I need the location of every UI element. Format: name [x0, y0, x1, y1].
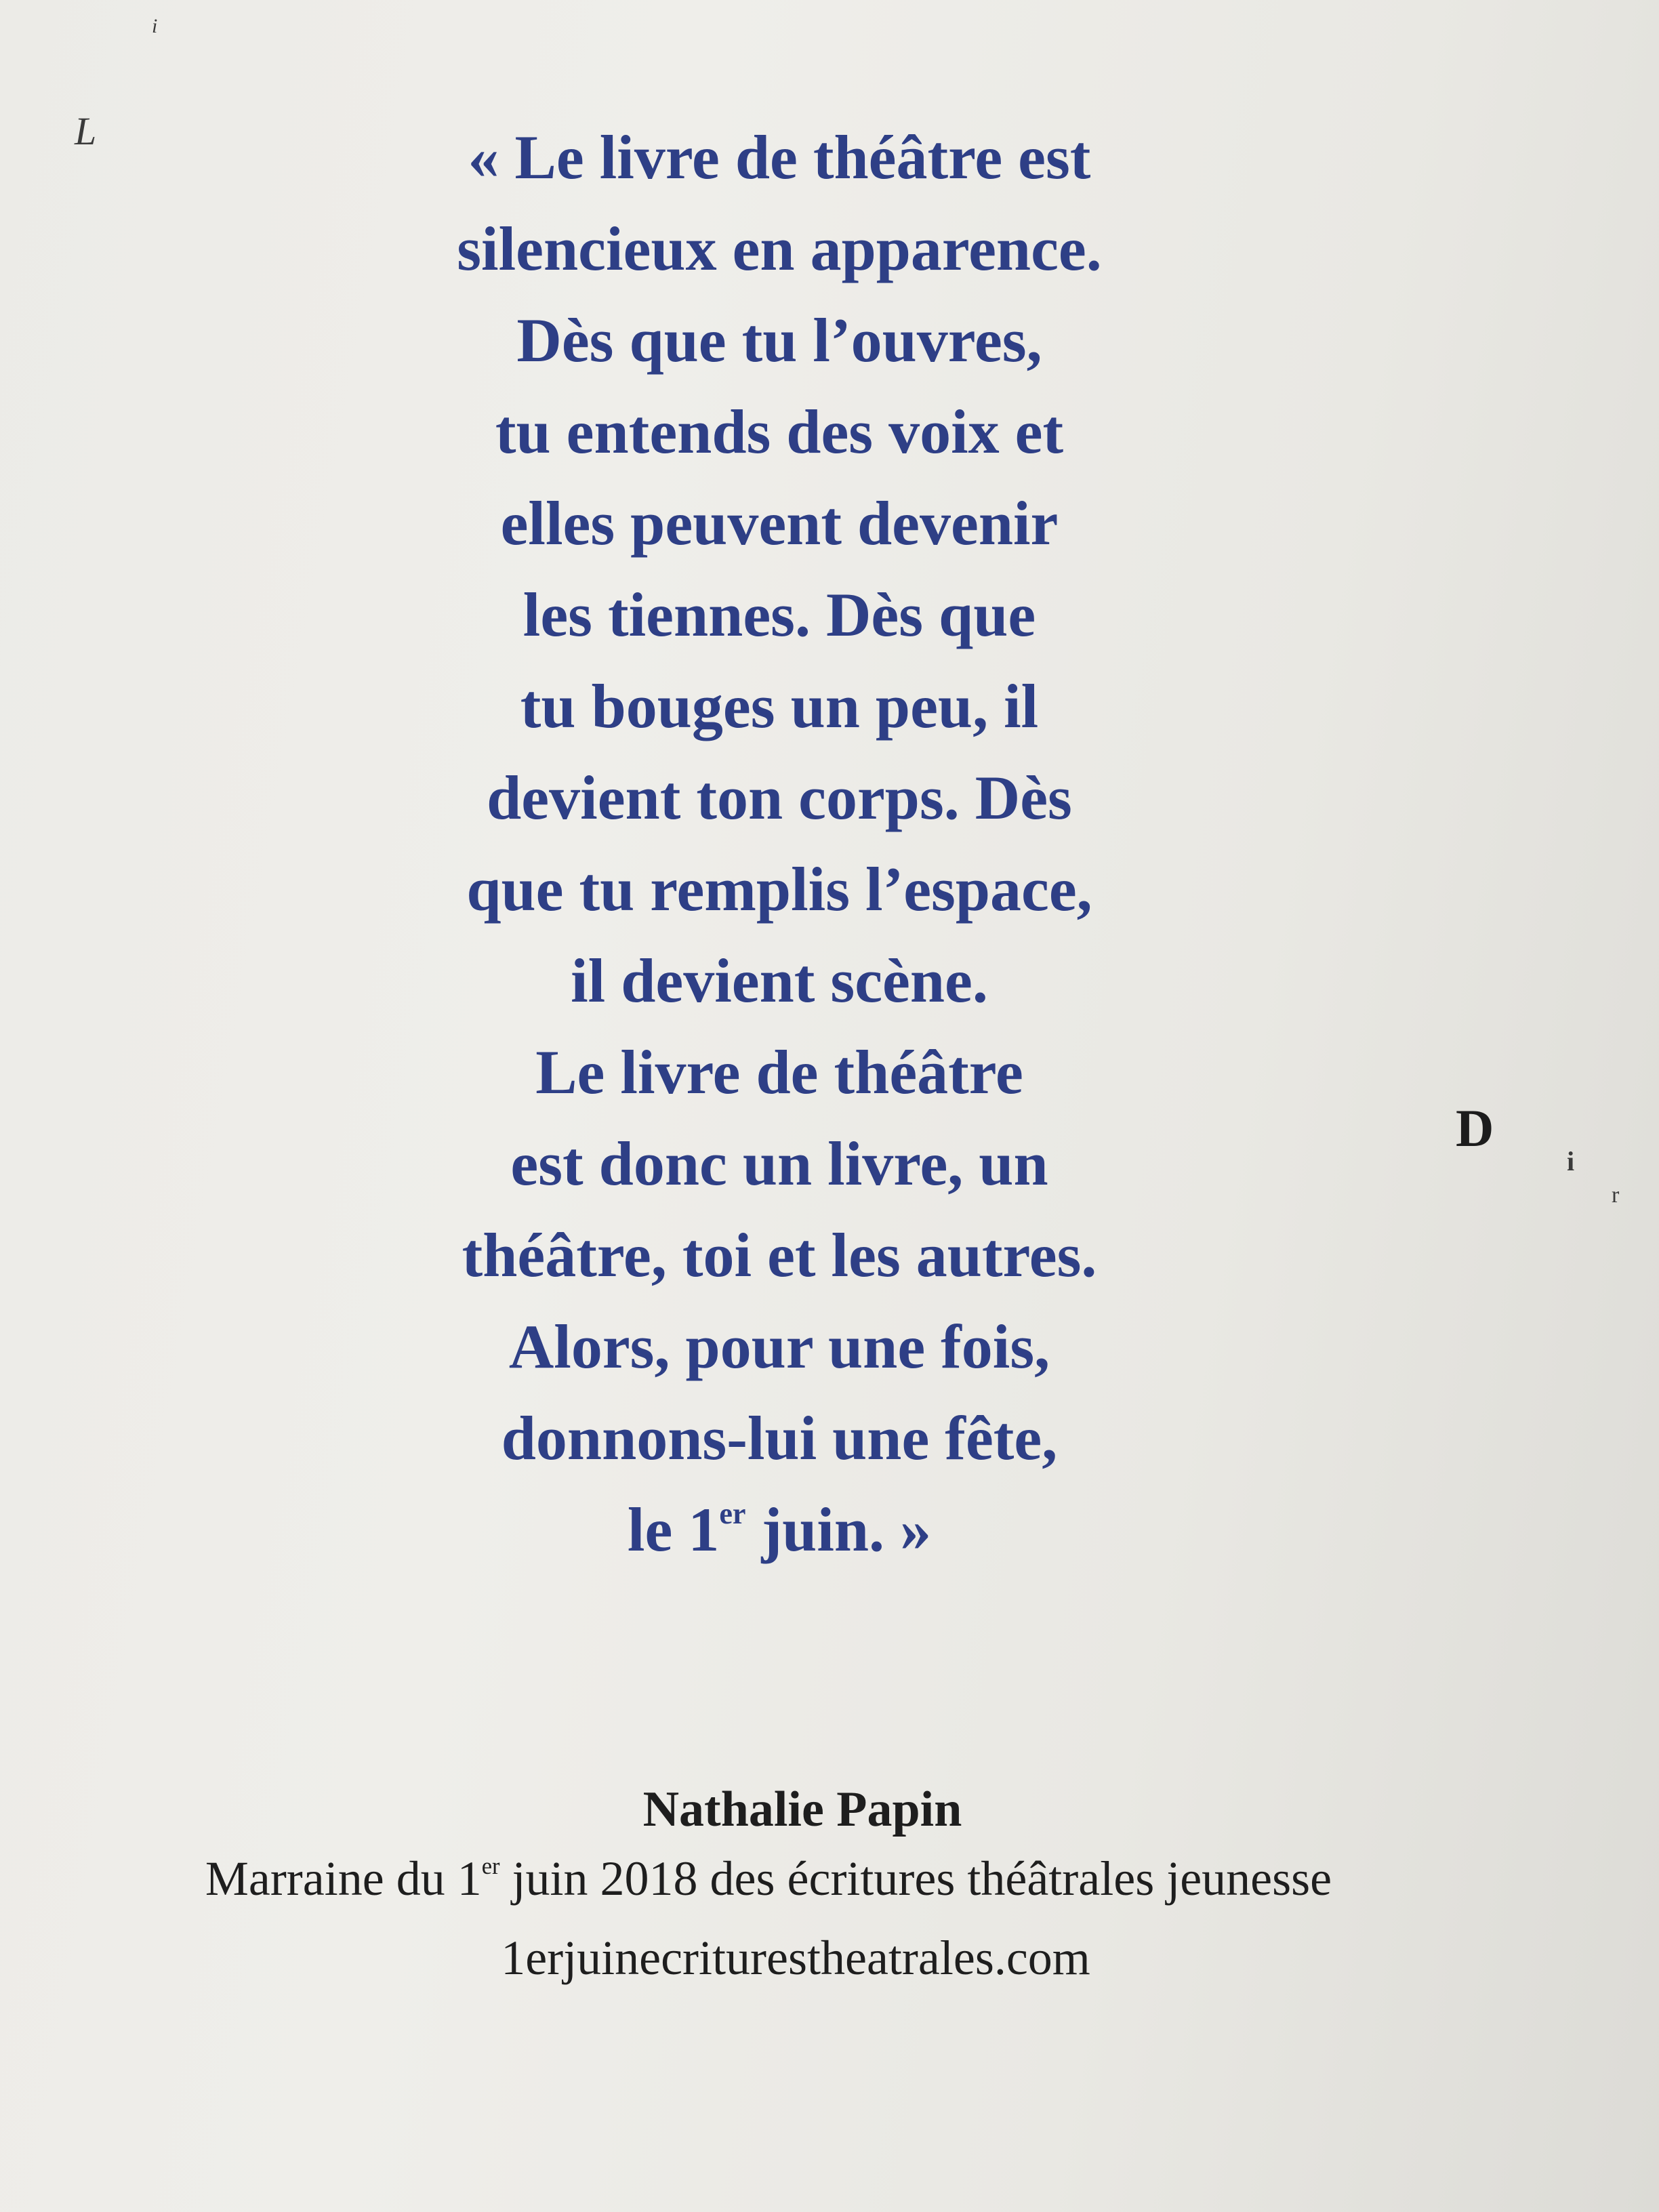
margin-mark: D — [1456, 1099, 1494, 1158]
show-through-smudge — [1382, 75, 1407, 168]
ordinal-superscript: er — [719, 1497, 746, 1531]
website-url: 1erjuinecriturestheatrales.com — [501, 1931, 1090, 1985]
author-role — [0, 1843, 1659, 1923]
margin-mark: L — [75, 109, 97, 153]
show-through-smudge — [610, 14, 633, 100]
margin-mark: i — [1567, 1146, 1575, 1176]
quote-line: il devient scène. — [571, 946, 988, 1015]
quote-last-line-start: le 1 — [627, 1495, 720, 1564]
quote-line: est donc un livre, un — [510, 1129, 1048, 1198]
attribution-block — [0, 1776, 1659, 1993]
author-role-end: juin 2018 des écritures théâtrales jeunesse — [499, 1851, 1332, 1906]
quote-last-line-end: juin. » — [745, 1495, 932, 1564]
quote-line: elles peuvent devenir — [500, 489, 1059, 558]
quote-line: les tiennes. Dès que — [523, 580, 1036, 649]
ordinal-superscript: er — [481, 1853, 500, 1879]
quote-line: tu entends des voix et — [495, 397, 1064, 466]
quote-line: tu bouges un peu, il — [520, 672, 1039, 741]
quote-last-line — [305, 1484, 1254, 1586]
margin-mark: r — [1612, 1183, 1620, 1208]
quote-line: silencieux en apparence. — [457, 214, 1102, 283]
margin-mark: i — [152, 15, 158, 37]
quote-line: Le livre de théâtre — [535, 1038, 1023, 1107]
quote-line: Alors, pour une fois, — [508, 1312, 1050, 1381]
quote-line: que tu remplis l’espace, — [466, 855, 1092, 924]
quote-line: Dès que tu l’ouvres, — [516, 306, 1042, 375]
quote-line: théâtre, toi et les autres. — [462, 1221, 1097, 1290]
quote-line: donnons-lui une fête, — [501, 1404, 1058, 1473]
author-role-start: Marraine du 1 — [205, 1851, 482, 1906]
quote-line: devient ton corps. Dès — [487, 763, 1072, 832]
quote-line: « Le livre de théâtre est — [468, 123, 1091, 192]
author-name: Nathalie Papin — [642, 1782, 962, 1837]
quote-block — [305, 112, 1254, 1586]
